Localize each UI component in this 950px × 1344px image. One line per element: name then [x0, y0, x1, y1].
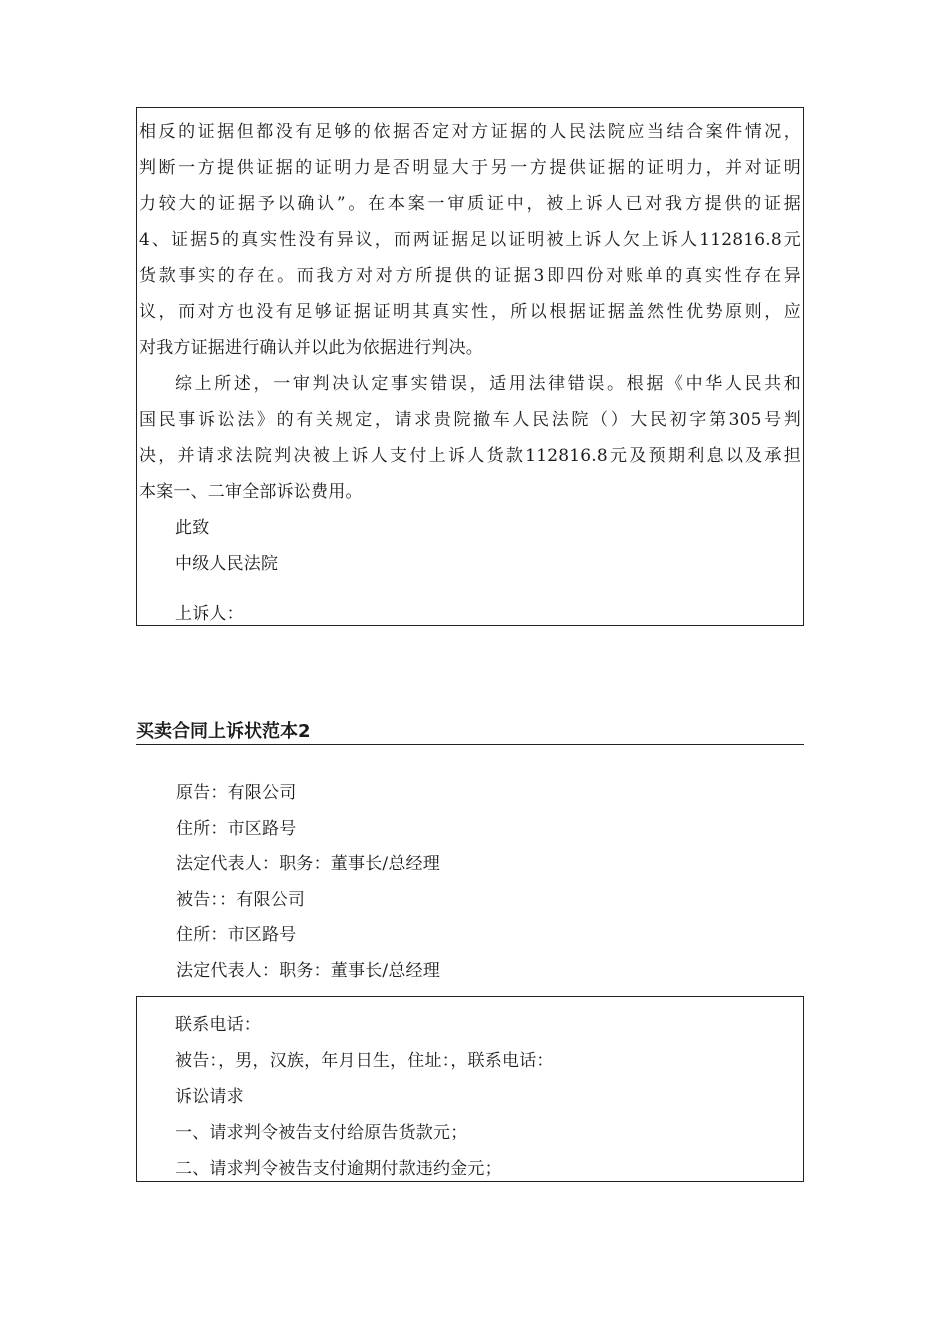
- claims-line: 一、请求判令被告支付给原告货款元；: [175, 1123, 468, 1143]
- closing-salutation: 此致: [175, 518, 210, 538]
- paragraph-line: 相反的证据但都没有足够的依据否定对方证据的人民法院应当结合案件情况，: [139, 122, 801, 142]
- party-line: 被告：：有限公司: [176, 889, 306, 910]
- paragraph-line: 力较大的证据予以确认”。在本案一审质证中，被上诉人已对我方提供的证据: [139, 194, 801, 214]
- conclusion-line: 本案一、二审全部诉讼费用。: [139, 482, 363, 502]
- court-name: 中级人民法院: [175, 554, 279, 574]
- conclusion-line: 综上所述，一审判决认定事实错误，适用法律错误。根据《中华人民共和: [175, 374, 801, 394]
- claims-line: 被告：，男，汉族，年月日生，住址：，联系电话：: [175, 1051, 554, 1071]
- paragraph-line: 货款事实的存在。而我方对对方所提供的证据3即四份对账单的真实性存在异: [139, 266, 801, 286]
- paragraph-line: 判断一方提供证据的证明力是否明显大于另一方提供证据的证明力，并对证明: [139, 158, 801, 178]
- paragraph-line: 议，而对方也没有足够证据证明其真实性，所以根据证据盖然性优势原则，应: [139, 302, 801, 322]
- party-info: [176, 776, 796, 989]
- section-title: 买卖合同上诉状范本2: [136, 720, 804, 745]
- party-line: 住所：市区路号: [176, 818, 297, 839]
- appellant-signature: 上诉人：: [175, 604, 244, 624]
- party-line: 法定代表人：职务：董事长/总经理: [176, 854, 440, 874]
- claims-box: [136, 996, 804, 1182]
- paragraph-line: 4、证据5的真实性没有异议，而两证据足以证明被上诉人欠上诉人112816.8元: [139, 230, 801, 250]
- party-line: 原告：有限公司: [176, 783, 297, 803]
- paragraph-line: 对我方证据进行确认并以此为依据进行判决。: [139, 338, 483, 358]
- conclusion-line: 决，并请求法院判决被上诉人支付上诉人货款112816.8元及预期利息以及承担: [139, 446, 801, 466]
- claims-line: 联系电话：: [175, 1015, 261, 1035]
- conclusion-line: 国民事诉讼法》的有关规定，请求贵院撤车人民法院（）大民初字第305号判: [139, 410, 801, 430]
- party-line: 法定代表人：职务：董事长/总经理: [176, 960, 440, 981]
- claims-line: 诉讼请求: [175, 1087, 244, 1107]
- appeal-text-box: [136, 107, 804, 626]
- claims-line: 二、请求判令被告支付逾期付款违约金元；: [175, 1159, 502, 1179]
- party-line: 住所：市区路号: [176, 925, 297, 945]
